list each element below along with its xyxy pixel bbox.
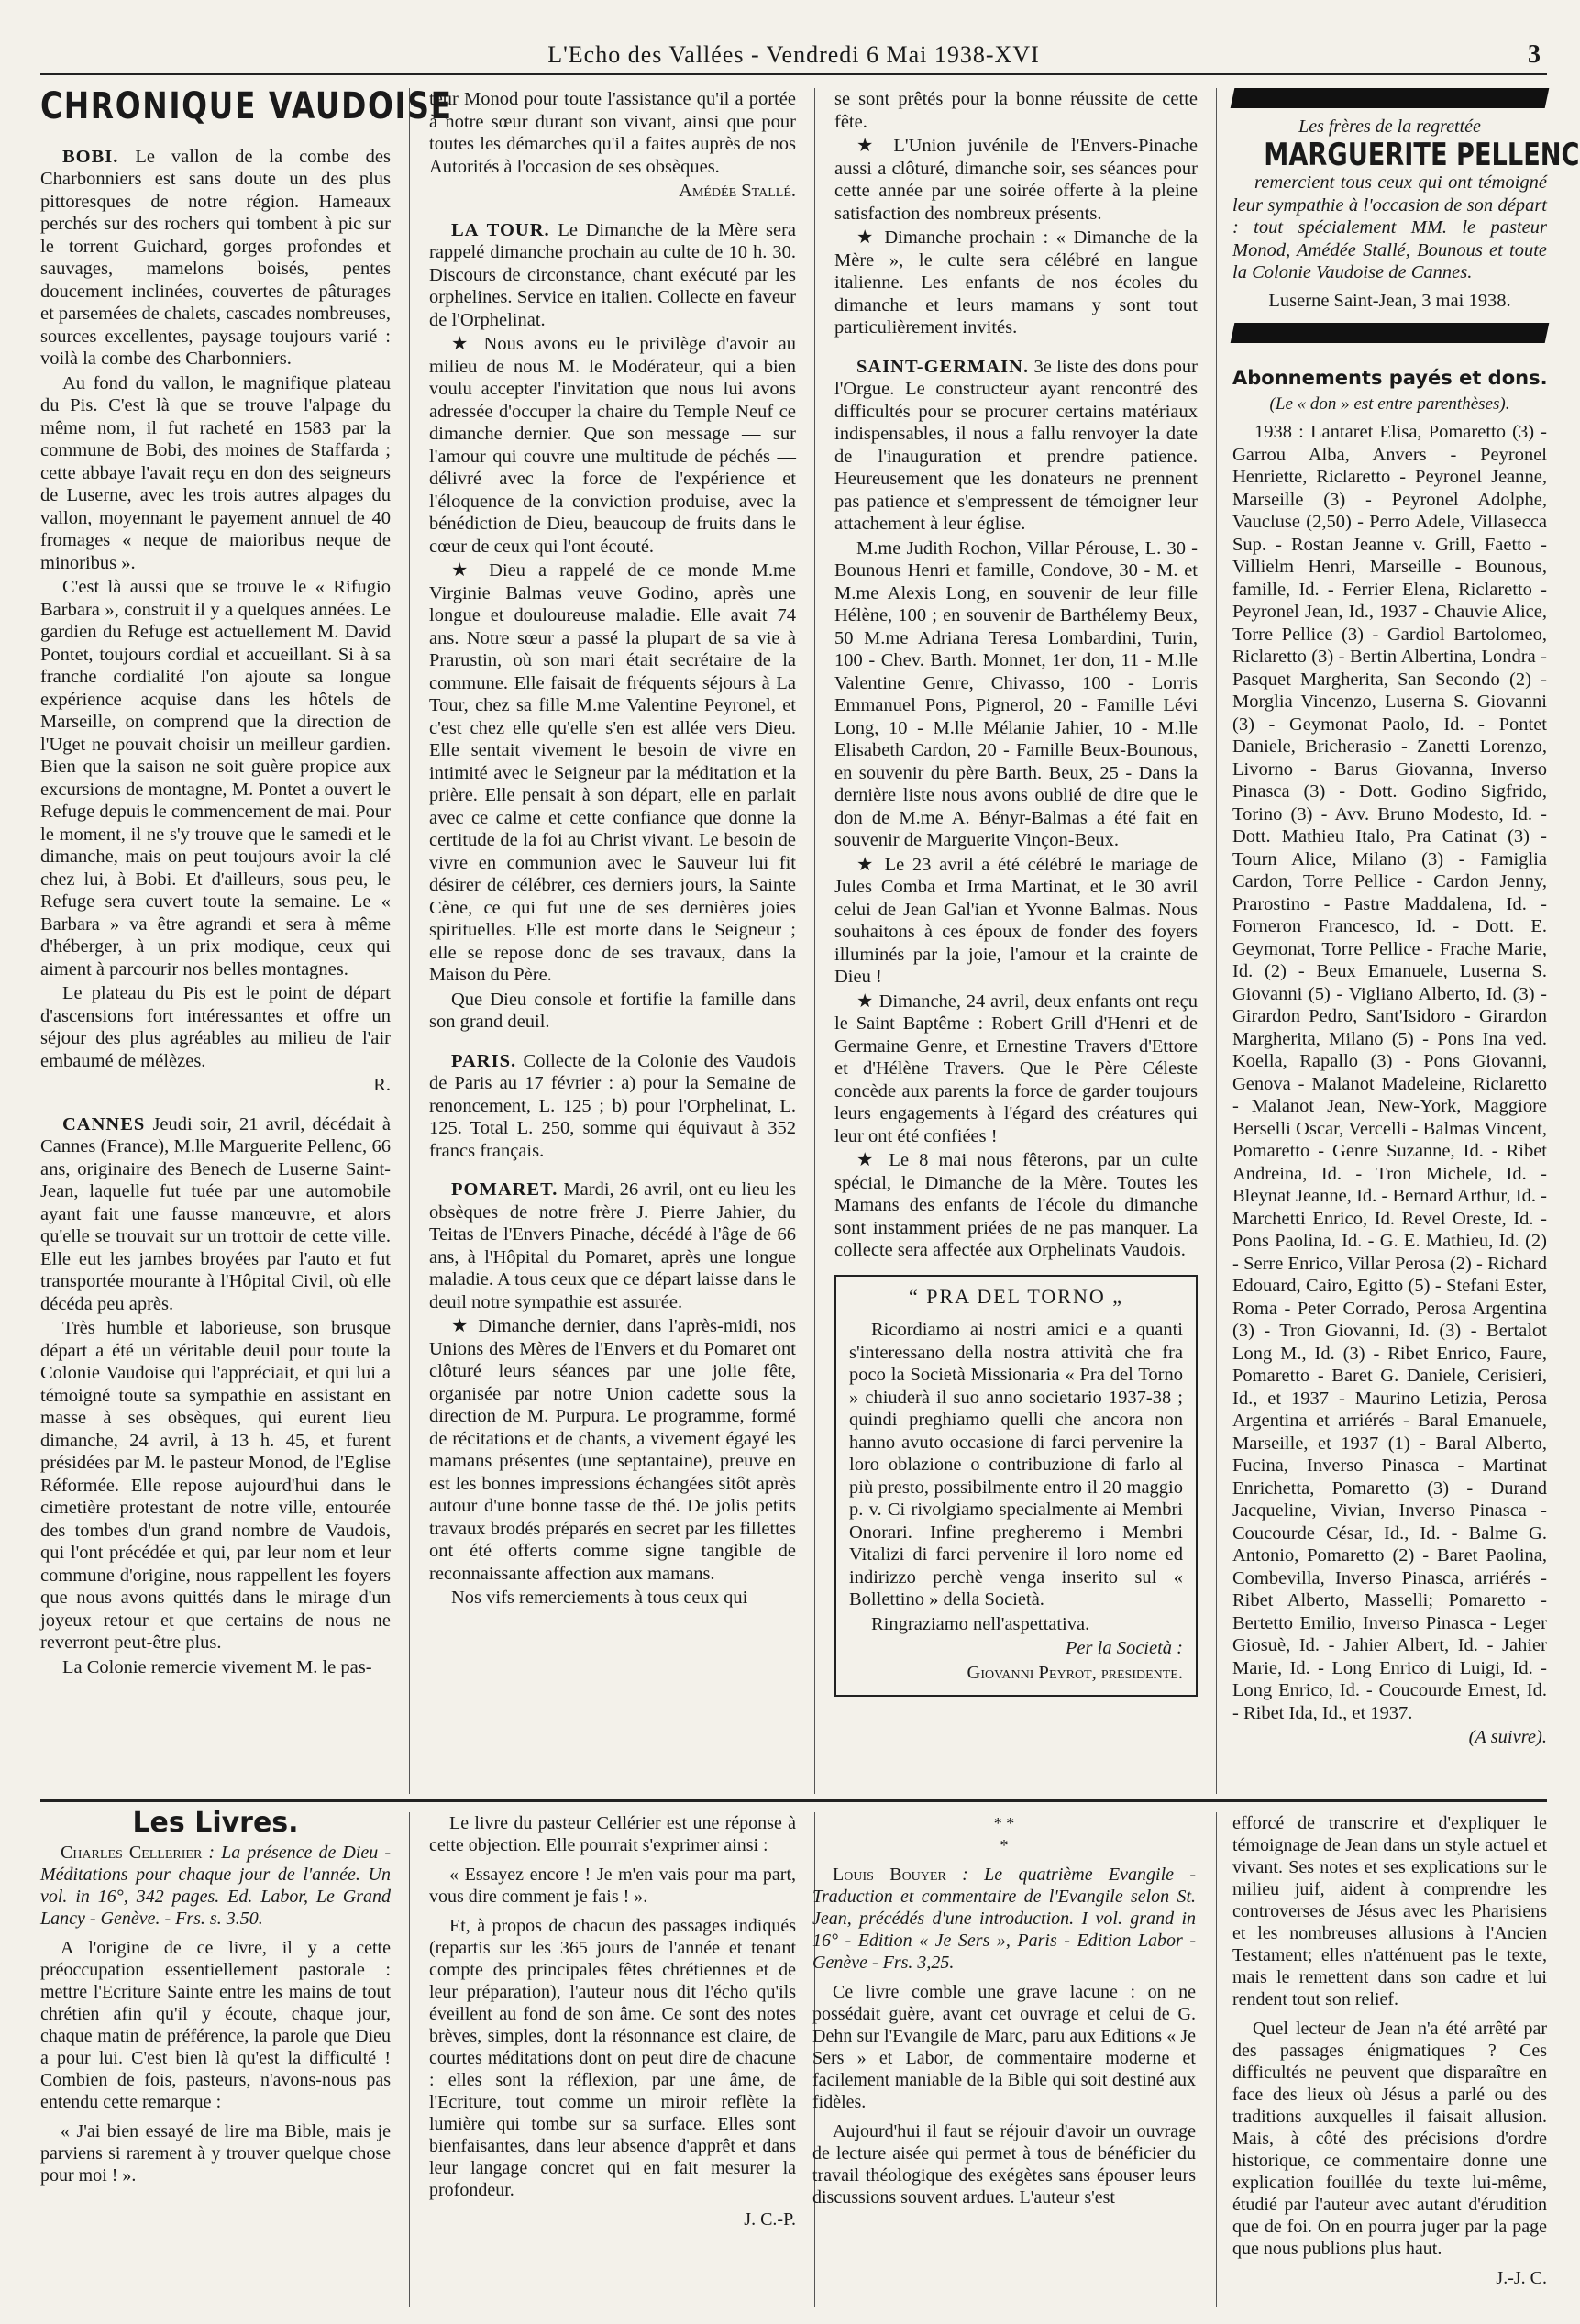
books-column-4 (1232, 1812, 1547, 2307)
article-paragraph: ★ Dieu a rappelé de ce monde M.me Virginie Balmas veuve Godino, après une longue et douloureuse maladie. Elle avait 74 ans. Notre sœur a passé la plupart de sa vie à Prarustin, où son mari était secrétaire de la commune. Elle faisait de fréquents séjours à La Tour, chez sa fille M.me Valentine Peyronel, et c'est chez elle qu'elle s'en est allée vers Dieu. Elle sentait vivement le besoin de vivre en intimité avec le Seigneur par la méditation et la prière. Elle pensait à son départ, elle en parlait avec ce calme et cette confiance que donne la certitude de la foi au Christ vivant. Le besoin de vivre en communion avec le Sauveur lui fit désirer de célébrer, ces derniers jours, la Sainte Cène, ce qui fut une de ses dernières joies spirituelles. Elle est morte dans le Seigneur ; elle se repose donc de ses travaux, dans la Maison du Père. (429, 560, 796, 985)
to-be-continued: (A suivre). (1468, 1727, 1547, 1747)
subscriptions-subtitle: (Le « don » est entre parenthèses). (1269, 393, 1510, 414)
article-paragraph: ★ L'Union juvénile de l'Envers-Pinache aussi a clôturé, dimanche soir, ses séances pour cette année par une soirée offerte à la pleine satisfaction des nombreux présents. (834, 136, 1198, 224)
notice-body: remercient tous ceux qui ont témoigné leur sympathie à l'occasion de son départ : tout spécialement MM. le pasteur Monod, Amédée Stallé, Bounous et toute la Colonie Vaudoise de Cannes. (1232, 172, 1547, 282)
review-paragraph: Et, à propos de chacun des passages indiqués (repartis sur les 365 jours de l'année et tenant compte des principales fêtes chrétiennes et de leur préparation), l'auteur nous dit l'écho qu'ils éveillent au fond de son âme. Ce sont des notes brèves, simples, dont la résonnance est claire, de courtes méditations dont on peut dire de chacune : elles sont la réflexion, par une âme, de l'Ecriture, tout comme un miroir reflète la lumière qui tombe sur sa surface. Elles sont bienfaisantes, dans leur absence d'apprêt et dans leur langage concret qui en fait mesurer la profondeur. (429, 1916, 796, 2200)
asterism: * * * (993, 1814, 1015, 1854)
article-paragraph: se sont prêtés pour la bonne réussite de cette fête. (834, 89, 1198, 132)
review-paragraph: Aujourd'hui il faut se réjouir d'avoir un ouvrage de lecture aisée qui permet à tous de bénéficier du travail théologique des exégètes sans épouser leurs discussions souvent ardues. L'auteur s'est (812, 2121, 1196, 2208)
signature: R. (373, 1075, 391, 1095)
article-paragraph: La Colonie remercie vivement M. le pas- (62, 1656, 372, 1677)
signature: Per la Società : (1065, 1638, 1183, 1658)
book-author: Louis Bouyer (833, 1865, 946, 1885)
place-name: CANNES (62, 1113, 146, 1134)
section-title: CHRONIQUE VAUDOISE (40, 85, 453, 127)
notice-intro: Les frères de la regrettée (1298, 116, 1481, 137)
article-paragraph: teur Monod pour toute l'assistance qu'il a portée à notre sœur durant son vivant, ainsi que pour toutes les démarches qu'il a faites auprès de nos Autorités à l'occasion de ses obsèques. (429, 89, 796, 177)
review-paragraph: Le livre du pasteur Cellérier est une réponse à cette objection. Elle pourrait s'exprimer ainsi : (429, 1813, 796, 1855)
article-paragraph: Que Dieu console et fortifie la famille dans son grand deuil. (429, 989, 796, 1032)
page-number: 3 (1528, 40, 1541, 69)
place-name: BOBI. (62, 146, 119, 167)
pra-del-torno-box (834, 1275, 1198, 1698)
article-paragraph: LA TOUR. Le Dimanche de la Mère sera rappelé dimanche prochain au culte de 10 h. 30. Discours de circonstance, chant exécuté par les orphelines. Service en italien. Collecte en faveur de l'Orphelinat. (429, 219, 796, 330)
place-name: LA TOUR. (451, 219, 550, 240)
section-divider (40, 1799, 1547, 1802)
article-paragraph: ★ Le 23 avril a été célébré le mariage de Jules Comba et Irma Martinat, et le 30 avril celui de Jean Gal'ian et Yvonne Balmas. Nous souhaitons à ces époux de fonder des foyers illuminés par la joie, l'amour et la crainte de Dieu ! (834, 854, 1198, 987)
signature: J.-J. C. (1496, 2268, 1547, 2288)
article-paragraph: Au fond du vallon, le magnifique plateau du Pis. C'est là que se trouve l'alpage du même nom, il fut racheté en 1583 par la commune de Bobi, des moines de Staffarda ; cette abbaye l'avait reçu en don des seigneurs de Luserne, avec les trois autres alpages du vallon, moyennant le payement annuel de 40 fromages « neque de maioribus neque de minoribus ». (40, 372, 391, 573)
article-paragraph: C'est là aussi que se trouve le « Rifugio Barbara », construit il y a quelques années. Le gardien du Refuge est actuellement M. David Pontet, toujours cordial et accueillant. Si à sa franche cordialité l'on ajoute sa longue expérience acquise dans les hôtels de Marseille, on comprend que la direction de l'Uget ne pouvait choisir un meilleur gardien. Bien que la saison ne soit guère propice aux excursions de montagne, M. Pontet a ouvert le Refuge depuis le commencement de mai. Pour le moment, il ne s'y trouve que le samedi et le dimanche, mais on peut toujours avoir la clé chez lui, à Bobi. Et d'ailleurs, sous peu, le Refuge sera cuvert toute la semaine. Le « Barbara » va être agrandi et sera à même d'héberger, à un prix modique, ceux qui aiment à parcourir nos belles montagnes. (40, 577, 391, 979)
masthead-title: L'Echo des Vallées - Vendredi 6 Mai 1938-XVI (547, 41, 1040, 68)
article-paragraph: SAINT-GERMAIN. 3e liste des dons pour l'Orgue. Le constructeur ayant rencontré des difficultés pour se procurer certains matériaux indispensables, il nous a fallu renvoyer la date de l'inauguration et prendre patience. Heureusement que les donateurs ne prennent pas patience et s'empressent de témoigner leur attachement à leur église. (834, 356, 1198, 534)
article-paragraph: Très humble et laborieuse, son brusque départ a été un véritable deuil pour toute la Colonie Vaudoise qui l'appréciait, et qui lui a témoigné toute sa sympathie en assistant en masse à ses obsèques, qui eurent lieu dimanche, 24 avril, à 13 h. 45, et furent présidées par M. le pasteur Monod, de l'Eglise Réformée. Elle repose aujourd'hui dans le cimetière protestant de notre ville, entourée des tombes d'un grand nombre de Vaudois, qui l'ont précédée et qui, par leur nom et leur commune d'origine, nous rappellent les foyers que nous avons quittés dans le mirage d'un joyeux retour et que certains de nous ne reverront peut-être plus. (40, 1318, 391, 1653)
article-paragraph: PARIS. Collecte de la Colonie des Vaudois de Paris au 17 février : a) pour la Semaine de renoncement, L. 125 ; b) pour l'Orphelinat, L. 125. Total L. 250, somme qui équivaut à 352 francs français. (429, 1050, 797, 1161)
article-paragraph: M.me Judith Rochon, Villar Pérouse, L. 30 - Bounous Henri et famille, Condove, 30 - M. et M.me Alexis Long, en souvenir de leur fille Hélène, 100 ; en souvenir de Barthélemy Beux, 50 M.me Adriana Teresa Lombardini, Turin, 100 - Chev. Barth. Monnet, 1er don, 11 - M.lle Valentine Genre, Chivasso, 100 - Lorris Emmanuel Pons, Pignerol, 20 - Famille Lévi Long, 10 - M.lle Mélanie Jahier, 10 - M.lle Elisabeth Cardon, 20 - Famille Beux-Bounous, en souvenir du père Barth. Beux, 25 - Dans la dernière liste nous avons oublié de dire que le don de M.me A. Bényr-Balmas a été fait en souvenir de Marguerite Vinçon-Beux. (834, 537, 1198, 850)
book-reference: Charles Cellerier : La présence de Dieu - Méditations pour chaque jour de l'année. Un vol. in 16°, 342 pages. Ed. Labor, Le Grand Lancy - Genève. - Frs. s. 3.50. (40, 1843, 391, 1929)
article-paragraph: POMARET. Mardi, 26 avril, ont eu lieu les obsèques de notre frère J. Pierre Jahier, du Teitas de l'Envers Pinache, décédé à l'âge de 66 ans, à l'Hôpital du Pomaret, après une longue maladie. A tous ceux que ce départ laisse dans le deuil notre sympathie est assurée. (429, 1179, 797, 1312)
article-paragraph: ★ Nous avons eu le privilège d'avoir au milieu de nous M. le Modérateur, qui a bien voulu accepter l'invitation que nous lui avons adressée d'occuper la chaire du Temple Neuf ce dimanche dernier. Que son message — sur l'amour qui couvre une multitude de péchés — délivré avec la force de l'expérience et l'éloquence de la conviction produise, avec la bénédiction de Dieu, beaucoup de fruits dans le cœur de ceux qui l'ont écouté. (429, 334, 796, 557)
review-paragraph: Ce livre comble une grave lacune : on ne possédait guère, avant cet ouvrage et celui de G. Dehn sur l'Evangile de Marc, paru aux Editions « Je Sers » et Labor, de commentaire moderne et facilement maniable de la Bible qui soit destiné aux fidèles. (812, 1982, 1196, 2112)
column-3 (834, 88, 1198, 1794)
signature: Amédée Stallé. (679, 181, 796, 201)
box-title: “ PRA DEL TORNO „ (908, 1284, 1124, 1308)
article-paragraph: ★ Dimanche, 24 avril, deux enfants ont reçu le Saint Baptême : Robert Grill d'Henri et de Germaine Genre, et Ernestine Travers d'Ettore et d'Hélène Travers. Que le Père Céleste concède aux parents la force de garder toujours leurs engagements à l'égard des créatures qui leur ont été confiées ! (834, 990, 1198, 1146)
subscriptions-title: Abonnements payés et dons. (1232, 367, 1548, 389)
column-4 (1232, 88, 1580, 1794)
place-name: POMARET. (451, 1179, 558, 1200)
signature: Giovanni Peyrot, presidente. (967, 1662, 1183, 1683)
mourning-bar (1231, 323, 1550, 343)
signature: J. C.-P. (744, 2209, 796, 2230)
article-paragraph: Le plateau du Pis est le point de départ d'ascensions fort intéressantes et offre un séjour des plus agréables au milieu de l'air embaumé de mélèzes. (40, 983, 391, 1071)
review-paragraph: efforcé de transcrire et d'expliquer le témoignage de Jean dans un style actuel et vivant. Ses notes et ses explications sur le milieu juif, aident à comprendre les controverses de Jésus avec les Pharisiens et les nombreuses allusions à l'Ancien Testament; elles n'atténuent pas le texte, mais le remettent dans son cadre et lui rendent tout son relief. (1232, 1813, 1547, 2009)
article-paragraph: ★ Dimanche prochain : « Dimanche de la Mère », le culte sera célébré en langue italienne. Les enfants de nos écoles du dimanche et leurs mamans y sont tout particulièrement invités. (834, 227, 1198, 338)
book-author: Charles Cellerier (61, 1843, 203, 1863)
review-paragraph: Quel lecteur de Jean n'a été arrêté par des passages énigmatiques ? Ces difficultés ne peuvent que disparaître en face des lieux où Jésus a parlé ou des traditions auxquelles il faisait allusion. Mais, à côté des précisions d'ordre historique, ce commentaire donne une explication fouillée du texte lui-même, étudié par l'auteur avec autant d'érudition que de foi. On en pourra juger par la page que nous publions plus haut. (1232, 2019, 1547, 2259)
article-paragraph: Ringraziamo nell'aspettativa. (871, 1613, 1090, 1634)
notice-place-date: Luserne Saint-Jean, 3 mai 1938. (1268, 290, 1511, 311)
subscriptions-list: 1938 : Lantaret Elisa, Pomaretto (3) - Garrou Alba, Anvers - Peyronel Henriette, Riclaretto - Peyronel Jeanne, Marseille (3) - Peyronel Adolphe, Vaucluse (2,50) - Perro Adele, Villasecca Sup. - Rostan Jeanne v. Grill, Faetto - Villielm Henri, Marseille - Bounous, famille, Id. - Ferrier Elena, Riclaretto - Peyronel Jean, Id., 1937 - Chauvie Alice, Torre Pellice (3) - Gardiol Bartolomeo, Riclaretto (3) - Bertin Albertina, Londra - Pasquet Margherita, San Secondo (2) - Morglia Vincenzo, Luserna S. Giovanni (3) - Geymonat Paolo, Id. - Pontet Daniele, Bricherasio - Zanetti Lorenzo, Livorno - Barus Giovanna, Inverso Pinasca (3) - Dott. Godino Sigfrido, Torino (3) - Avv. Bruno Modesto, Id. - Dott. Mathieu Italo, Pra Catinat (3) - Tourn Alice, Milano (3) - Famiglia Cardon, Torre Pellice - Cardon Jenny, Prarostino - Pastre Maddalena, Id. - Forneron Francesco, Id. - Dott. E. Geymonat, Torre Pellice - Frache Marie, Id. (2) - Beux Emanuele, Luserna S. Giovanni (5) - Vigliano Alberto, Id. (3) - Girardon Pedro, Sant'Isidoro - Girardon Margherita, Milano (5) - Pons Ina ved. Koella, Rapallo (3) - Pons Giovanni, Genova - Malanot Madeleine, Riclaretto - Malanot Jean, New-York, Maggiore Berselli Oscar, Vercelli - Balmas Vincent, Pomaretto - Genre Suzanne, Id. - Ribet Andreina, Id. - Tron Michele, Id. - Bleynat Jeanne, Id. - Bernard Arthur, Id. - Marchetti Enrico, Id. Revel Oreste, Id. - Pons Paolina, Id. - G. E. Mathieu, Id. (2) - Serre Enrico, Villar Perosa (2) - Richard Edouard, Cairo, Egitto (5) - Stefani Ester, Roma - Peter Corrado, Perosa Argentina (3) - Tron Giovanni, Id. (3) - Bertalot Long M., Id. (3) - Ribet Enrico, Faure, Pomaretto - Baret G. Daniele, Cerisieri, Id., et 1937 - Maurino Letizia, Perosa Argentina et arriérés - Baral Emanuele, Marseille, et 1937 (1) - Baral Alberto, Fucina, Inverso Pinasca - Martinat Enrichetta, Pomaretto (3) - Durand Jacqueline, Vivian, Inverso Pinasca - Coucourde César, Id., Id. - Balme G. Antonio, Pomaretto (2) - Baret Paolina, Combevilla, Inverso Pinasca, arriérés - Ribet Alberto, Masselli; Pomaretto - Bertetto Emilio, Inverso Pinasca - Leger Giosuè, Id. - Jahier Albert, Id. - Jahier Marie, Id. - Long Enrico di Luigi, Id. - Long Enrico, Id. - Coucourde Ernest, Id. - Ribet Ida, Id., et 1937. (1232, 422, 1547, 1723)
place-name: PARIS. (451, 1050, 517, 1071)
notice-name: MARGUERITE PELLENC (1264, 136, 1580, 173)
column-2 (429, 88, 796, 1794)
books-section (40, 1807, 1547, 2307)
books-column-2 (429, 1812, 796, 2307)
masthead (40, 37, 1547, 75)
review-paragraph: « J'ai bien essayé de lire ma Bible, mais je parviens si rarement à y trouver quelque chose pour moi ! ». (40, 2121, 391, 2186)
review-paragraph: « Essayez encore ! Je m'en vais pour ma part, vous dire comment je fais ! ». (429, 1865, 796, 1907)
upper-section (40, 85, 1580, 1794)
article-paragraph: ★ Le 8 mai nous fêterons, par un culte spécial, le Dimanche de la Mère. Toutes les Mamans des enfants de l'école du dimanche sont instamment priées de ne pas manquer. La collecte sera affectée aux Orphelinats Vaudois. (834, 1150, 1198, 1260)
article-paragraph: ★ Dimanche dernier, dans l'après-midi, nos Unions des Mères de l'Envers et du Pomaret ont clôturé leurs séances par une jolie fête, organisée par notre Union cadette sous la direction de M. Purpura. Le programme, formé de récitations et de chants, a vivement égayé les mamans présentes (une septantaine), preuve en est les bonnes impressions échangées sitôt après autour d'une bonne tasse de thé. De jolis petits travaux brodés préparés en secret par les fillettes ont été offerts comme signe tangible de reconnaissante affection aux mamans. (429, 1316, 796, 1584)
article-paragraph: BOBI. Le vallon de la combe des Charbonniers est sans doute un des plus pittoresques de notre région. Hameaux perchés sur des rochers qui tombent à pic sur le torrent Guichard, gorges profondes et sauvages, mamelons boisés, pentes doucement inclinées, couvertes de pâturages et parsemées de chalets, cascades nombreuses, sources excellentes, paysage toujours varié : voilà la combe des Charbonniers. (40, 146, 391, 369)
article-paragraph: Ricordiamo ai nostri amici e a quanti s'interessano della nostra attività che fra poco la Società Missionaria « Pra del Torno » chiuderà il suo anno societario 1937-38 ; quindi preghiamo quelli che ancora non hanno avuto occasione di farci pervenire la loro oblazione o contribuzione di farlo al più presto, possibilmente entro il 20 maggio p. v. Ci rivolgiamo specialmente ai Membri Onorari. Infine pregheremo i Membri Vitalizi di farci pervenire il loro nome ed indirizzo perchè venga inserito sul « Bollettino » della Società. (849, 1320, 1183, 1610)
article-paragraph: CANNES Jeudi soir, 21 avril, décédait à Cannes (France), M.lle Marguerite Pellenc, 66 ans, originaire des Benech de Luserne Saint-Jean, laquelle fut tuée par une automobile ayant fait une fausse manœuvre, et alors qu'elle se trouvait sur un trottoir de cette ville. Elle eut les jambes broyées par l'auto et fut transportée mourante à l'Hôpital Civil, où elle décéda peu après. (40, 1113, 392, 1314)
review-paragraph: A l'origine de ce livre, il y a cette préoccupation essentiellement pastorale : mettre l'Ecriture Sainte entre les mains de tout chrétien afin qu'il y écoute, chaque jour, chaque matin de préférence, la parole que Dieu a pour lui. C'est bien là qu'est la difficulté ! Combien de fois, pasteurs, n'avons-nous pas entendu cette remarque : (40, 1938, 391, 2112)
books-title: Les Livres. (132, 1807, 299, 1839)
books-column-1 (40, 1807, 391, 2307)
article-paragraph: Nos vifs remerciements à tous ceux qui (451, 1588, 748, 1608)
books-column-3 (812, 1812, 1196, 2307)
mourning-bar (1231, 88, 1550, 108)
place-name: SAINT-GERMAIN. (856, 356, 1030, 377)
column-1 (40, 85, 453, 1794)
book-reference: Louis Bouyer : Le quatrième Evangile - Traduction et commentaire de l'Evangile selon St. Jean, précédés d'une introduction. I vol. grand in 16° - Edition « Je Sers », Paris - Edition Labor - Genève - Frs. 3,25. (812, 1865, 1197, 1973)
